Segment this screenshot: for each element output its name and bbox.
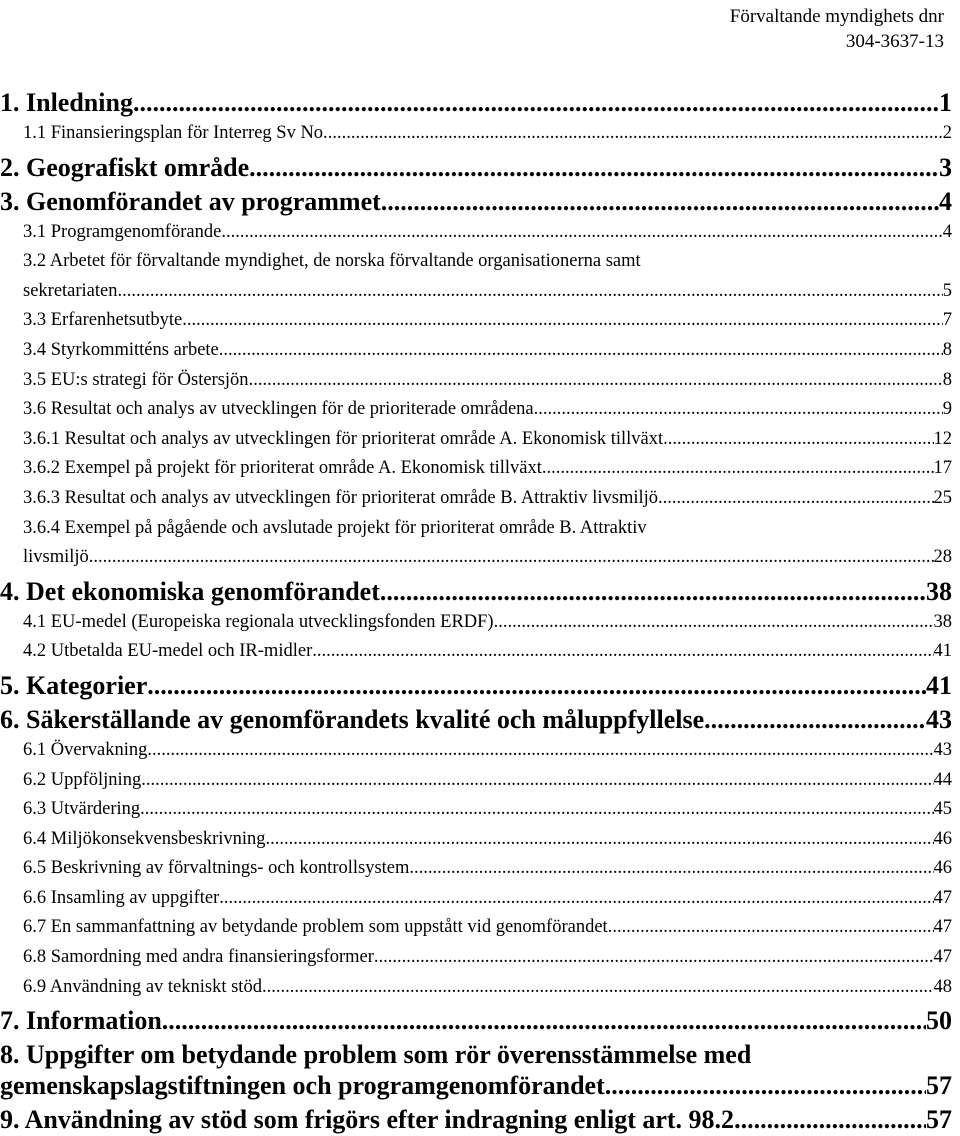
dot-leader bbox=[494, 608, 934, 638]
toc-entry-page-number: 48 bbox=[933, 976, 952, 997]
toc-entry-title: 7. Information bbox=[0, 1006, 162, 1036]
toc-entry-title: 3.6.1 Resultat och analys av utvecklingen för prioriterat område A. Ekonomisk tillväxt bbox=[23, 428, 664, 449]
toc-entry-title: 6. Säkerställande av genomförandets kvalité och måluppfyllelse bbox=[0, 704, 705, 734]
toc-entry-title: 6.8 Samordning med andra finansieringsformer bbox=[23, 947, 374, 968]
toc-entry[interactable] bbox=[0, 484, 960, 514]
toc-entry-page-number: 7 bbox=[942, 310, 952, 331]
authority-dnr-label: Förvaltande myndighets dnr bbox=[729, 6, 944, 27]
table-of-contents bbox=[0, 84, 960, 1136]
toc-entry-title-line1[interactable]: 3.6.4 Exempel på pågående och avslutade projekt för prioriterat område B. Attraktiv bbox=[23, 517, 647, 538]
toc-entry[interactable] bbox=[0, 973, 960, 1003]
toc-entry-page-number: 1 bbox=[939, 88, 952, 117]
toc-entry-title: 2. Geografiskt område bbox=[0, 152, 250, 182]
dot-leader bbox=[118, 277, 943, 307]
toc-entry-page-number: 28 bbox=[933, 547, 952, 568]
dot-leader bbox=[663, 425, 933, 455]
toc-entry-title: sekretariaten bbox=[23, 280, 118, 301]
toc-entry-page-number: 12 bbox=[933, 428, 952, 449]
toc-entry[interactable] bbox=[0, 87, 960, 118]
dot-leader bbox=[219, 336, 943, 366]
toc-entry-page-number: 8 bbox=[942, 369, 952, 390]
toc-entry-page-number: 4 bbox=[939, 186, 952, 216]
toc-entry[interactable] bbox=[0, 576, 960, 607]
dot-leader bbox=[147, 670, 926, 701]
toc-entry-page-number: 47 bbox=[933, 947, 952, 968]
toc-entry-title: 1.1 Finansieringsplan för Interreg Sv No. bbox=[23, 123, 328, 143]
toc-entry[interactable] bbox=[0, 854, 960, 884]
toc-entry-title: 1. Inledning bbox=[0, 88, 133, 117]
dot-leader bbox=[219, 884, 933, 914]
toc-entry-title: 5. Kategorier bbox=[0, 670, 148, 700]
toc-entry[interactable] bbox=[0, 543, 960, 573]
dot-leader bbox=[262, 973, 934, 1003]
toc-entry-page-number: 57 bbox=[926, 1105, 952, 1135]
toc-entry-page-number: 41 bbox=[926, 670, 952, 700]
toc-entry-page-number: 47 bbox=[933, 917, 952, 938]
dot-leader bbox=[734, 1104, 926, 1135]
toc-entry-title: 4. Det ekonomiska genomförandet bbox=[0, 576, 380, 606]
toc-entry-title: 6.5 Beskrivning av förvaltnings- och kontrollsystem bbox=[23, 858, 410, 879]
dot-leader bbox=[381, 186, 939, 217]
toc-entry[interactable] bbox=[0, 366, 960, 396]
toc-entry[interactable] bbox=[0, 277, 960, 307]
toc-entry[interactable] bbox=[0, 1070, 960, 1101]
toc-entry-page-number: 38 bbox=[926, 576, 952, 606]
toc-entry[interactable] bbox=[0, 1104, 960, 1135]
toc-entry-page-number: 9 bbox=[942, 399, 952, 420]
toc-entry-page-number: 41 bbox=[933, 641, 952, 662]
dot-leader bbox=[312, 637, 933, 667]
toc-entry[interactable] bbox=[0, 425, 960, 455]
toc-entry-page-number: 57 bbox=[926, 1071, 952, 1101]
toc-entry-title: 6.2 Uppföljning bbox=[23, 769, 142, 790]
toc-entry[interactable] bbox=[0, 218, 960, 248]
toc-entry-title: 3.6 Resultat och analys av utvecklingen för de prioriterade områdena bbox=[23, 399, 534, 420]
toc-entry[interactable] bbox=[0, 395, 960, 425]
toc-entry[interactable] bbox=[0, 152, 960, 183]
dot-leader bbox=[89, 543, 934, 573]
toc-entry-page-number: 44 bbox=[933, 769, 952, 790]
toc-entry[interactable] bbox=[0, 119, 960, 149]
toc-entry-page-number: 50 bbox=[926, 1006, 952, 1036]
toc-entry-title: 6.6 Insamling av uppgifter bbox=[23, 887, 220, 908]
toc-entry-title: 3.1 Programgenomförande bbox=[23, 221, 222, 242]
toc-entry-page-number: 5 bbox=[942, 280, 952, 301]
toc-entry[interactable] bbox=[0, 795, 960, 825]
dot-leader bbox=[182, 306, 943, 336]
toc-entry-page-number: 2 bbox=[942, 123, 952, 143]
dot-leader bbox=[534, 395, 943, 425]
dot-leader bbox=[140, 795, 933, 825]
toc-entry[interactable] bbox=[0, 1005, 960, 1036]
toc-entry-page-number: 45 bbox=[933, 799, 952, 820]
dot-leader bbox=[605, 1070, 926, 1101]
toc-entry-page-number: 38 bbox=[933, 611, 952, 632]
dot-leader bbox=[328, 119, 943, 149]
toc-entry[interactable] bbox=[0, 637, 960, 667]
toc-entry-page-number: 8 bbox=[942, 339, 952, 360]
toc-entry-title-line1[interactable]: 3.2 Arbetet för förvaltande myndighet, de norska förvaltande organisationerna samt bbox=[23, 251, 641, 272]
toc-entry-title: 4.1 EU-medel (Europeiska regionala utvecklingsfonden ERDF) bbox=[23, 611, 494, 632]
toc-entry[interactable] bbox=[0, 306, 960, 336]
toc-entry[interactable] bbox=[0, 454, 960, 484]
toc-entry-page-number: 43 bbox=[933, 739, 952, 760]
dot-leader bbox=[608, 913, 934, 943]
toc-entry[interactable] bbox=[0, 943, 960, 973]
toc-entry-title: livsmiljö bbox=[23, 547, 89, 568]
toc-entry-title: 6.9 Användning av tekniskt stöd bbox=[23, 976, 262, 997]
toc-entry-title: 3.5 EU:s strategi för Östersjön bbox=[23, 369, 249, 390]
toc-entry-title: 6.1 Övervakning bbox=[23, 739, 148, 760]
toc-entry-title: 3.6.2 Exempel på projekt för prioriterat område A. Ekonomisk tillväxt bbox=[23, 458, 542, 479]
dot-leader bbox=[704, 704, 926, 735]
toc-entry-page-number: 4 bbox=[942, 221, 952, 242]
toc-entry[interactable] bbox=[0, 704, 960, 735]
dot-leader bbox=[133, 87, 939, 118]
toc-entry-page-number: 17 bbox=[933, 458, 952, 479]
toc-entry-title: 4.2 Utbetalda EU-medel och IR-midler bbox=[23, 641, 313, 662]
toc-entry-title-line1[interactable]: 8. Uppgifter om betydande problem som rör överensstämmelse med bbox=[0, 1040, 752, 1070]
toc-entry-page-number: 46 bbox=[933, 828, 952, 849]
toc-entry-page-number: 43 bbox=[926, 704, 952, 734]
toc-entry[interactable] bbox=[0, 825, 960, 855]
toc-entry[interactable] bbox=[0, 913, 960, 943]
toc-entry-page-number: 46 bbox=[933, 858, 952, 879]
dot-leader bbox=[542, 454, 934, 484]
toc-entry-title: 6.3 Utvärdering bbox=[23, 799, 141, 820]
toc-entry-title: 3.6.3 Resultat och analys av utvecklingen för prioriterat område B. Attraktiv livsmiljö bbox=[23, 487, 659, 508]
dot-leader bbox=[266, 825, 934, 855]
dot-leader bbox=[658, 484, 933, 514]
toc-entry-title: gemenskapslagstiftningen och programgenomförandet bbox=[0, 1071, 605, 1101]
toc-entry[interactable] bbox=[0, 884, 960, 914]
toc-entry[interactable] bbox=[0, 766, 960, 796]
toc-entry[interactable] bbox=[0, 336, 960, 366]
toc-entry[interactable] bbox=[0, 736, 960, 766]
dot-leader bbox=[374, 943, 934, 973]
document-header bbox=[730, 4, 944, 54]
toc-entry-title: 3. Genomförandet av programmet bbox=[0, 186, 381, 216]
toc-entry-title: 6.4 Miljökonsekvensbeskrivning bbox=[23, 828, 266, 849]
toc-entry-title: 6.7 En sammanfattning av betydande problem som uppstått vid genomförandet bbox=[23, 917, 608, 938]
dot-leader bbox=[249, 152, 939, 183]
toc-entry[interactable] bbox=[0, 608, 960, 638]
dot-leader bbox=[147, 736, 933, 766]
toc-entry[interactable] bbox=[0, 670, 960, 701]
dot-leader bbox=[221, 218, 942, 248]
toc-entry-title: 3.3 Erfarenhetsutbyte bbox=[23, 310, 183, 331]
toc-entry-title: 3.4 Styrkommitténs arbete bbox=[23, 339, 219, 360]
toc-entry-title: 9. Användning av stöd som frigörs efter indragning enligt art. 98.2 bbox=[0, 1105, 735, 1135]
document-number: 304-3637-13 bbox=[845, 31, 944, 52]
dot-leader bbox=[380, 576, 926, 607]
dot-leader bbox=[249, 366, 943, 396]
toc-entry-page-number: 47 bbox=[933, 887, 952, 908]
dot-leader bbox=[141, 766, 933, 796]
toc-entry[interactable] bbox=[0, 186, 960, 217]
dot-leader bbox=[409, 854, 933, 884]
dot-leader bbox=[162, 1005, 926, 1036]
toc-entry-page-number: 25 bbox=[933, 487, 952, 508]
toc-entry-page-number: 3 bbox=[939, 152, 952, 182]
